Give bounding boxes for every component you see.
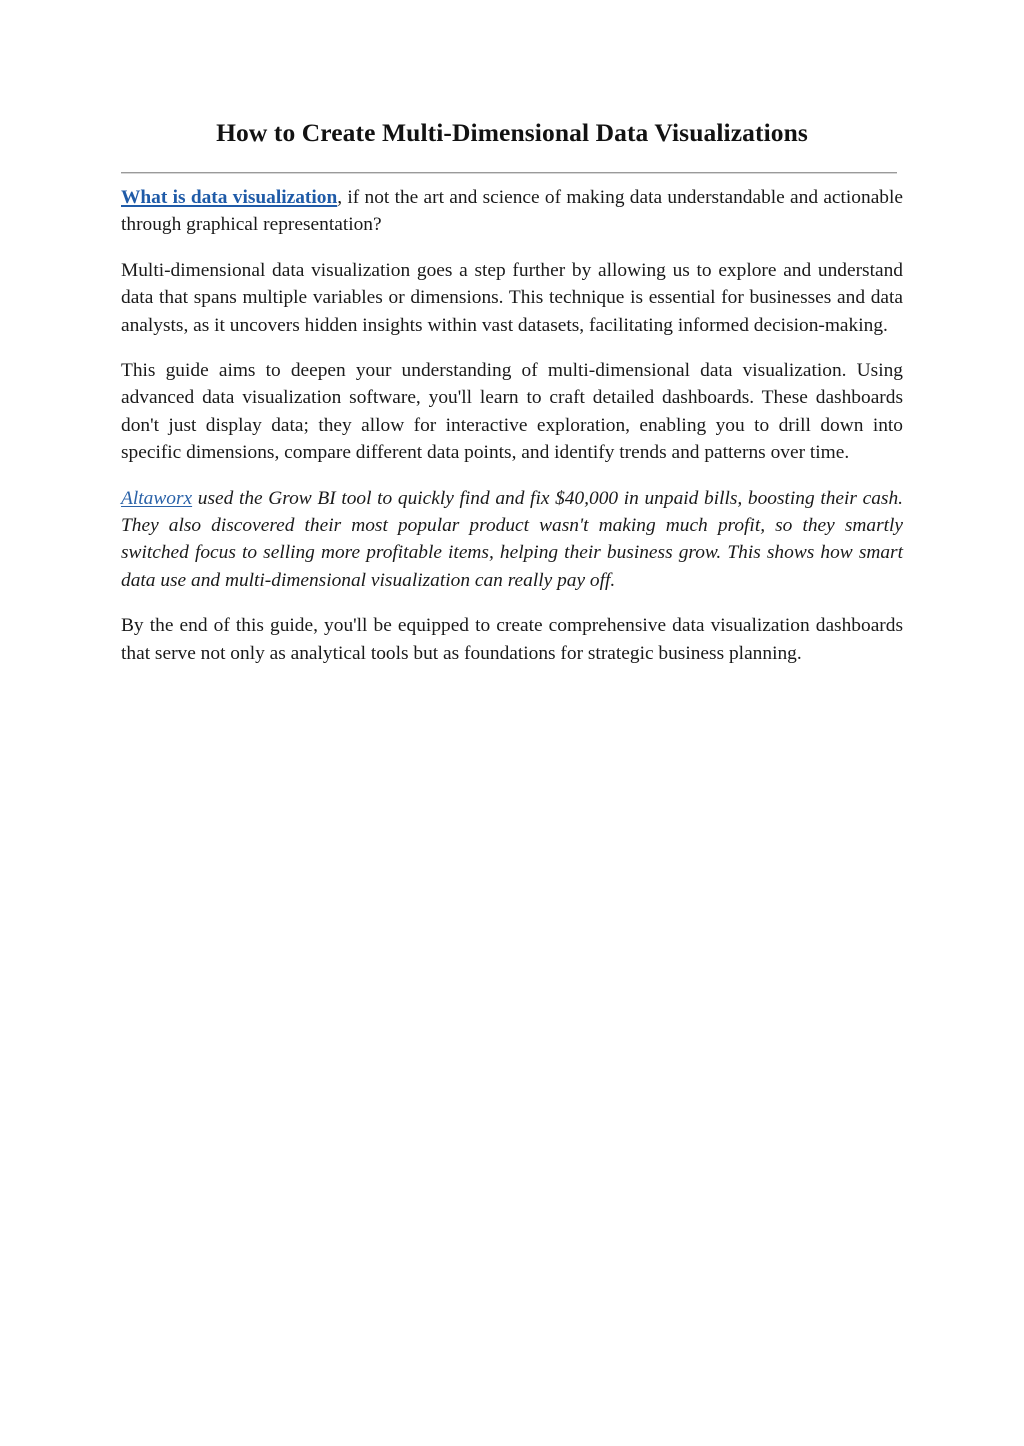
paragraph-intro-text: , if not the art and science of making data understandable and actionable through graphical representation? [121,187,903,236]
paragraph-guide-aims: This guide aims to deepen your understanding of multi-dimensional data visualization. Using advanced data visualization software, you'll learn to craft detailed dashboards. These dashboards don't just display data; they allow for interactive exploration, enabling you to drill down into specific dimensions, compare different data points, and identify trends and patterns over time. [121,360,903,464]
document-content-column [121,0,903,667]
document-body [121,184,903,667]
page-title: How to Create Multi-Dimensional Data Visualizations [216,118,808,147]
paragraph-altaworx-text: used the Grow BI tool to quickly find and fix $40,000 in unpaid bills, boosting their cash. They also discovered their most popular product wasn't making much profit, so they smartly switched focus to selling more profitable items, helping their business grow. This shows how smart data use and multi-dimensional visualization can really pay off. [121,487,903,591]
paragraph-intro [121,184,903,239]
paragraph-altaworx-case-study [121,485,903,595]
paragraph-multidimensional: Multi-dimensional data visualization goes a step further by allowing us to explore and understand data that spans multiple variables or dimensions. This technique is essential for businesses and data analysts, as it uncovers hidden insights within vast datasets, facilitating informed decision-making. [121,259,903,336]
link-what-is-data-visualization[interactable]: What is data visualization [121,187,338,208]
link-altaworx[interactable]: Altaworx [121,487,193,509]
title-divider [121,172,897,174]
paragraph-conclusion: By the end of this guide, you'll be equipped to create comprehensive data visualization dashboards that serve not only as analytical tools but as foundations for strategic business planning. [121,615,903,664]
